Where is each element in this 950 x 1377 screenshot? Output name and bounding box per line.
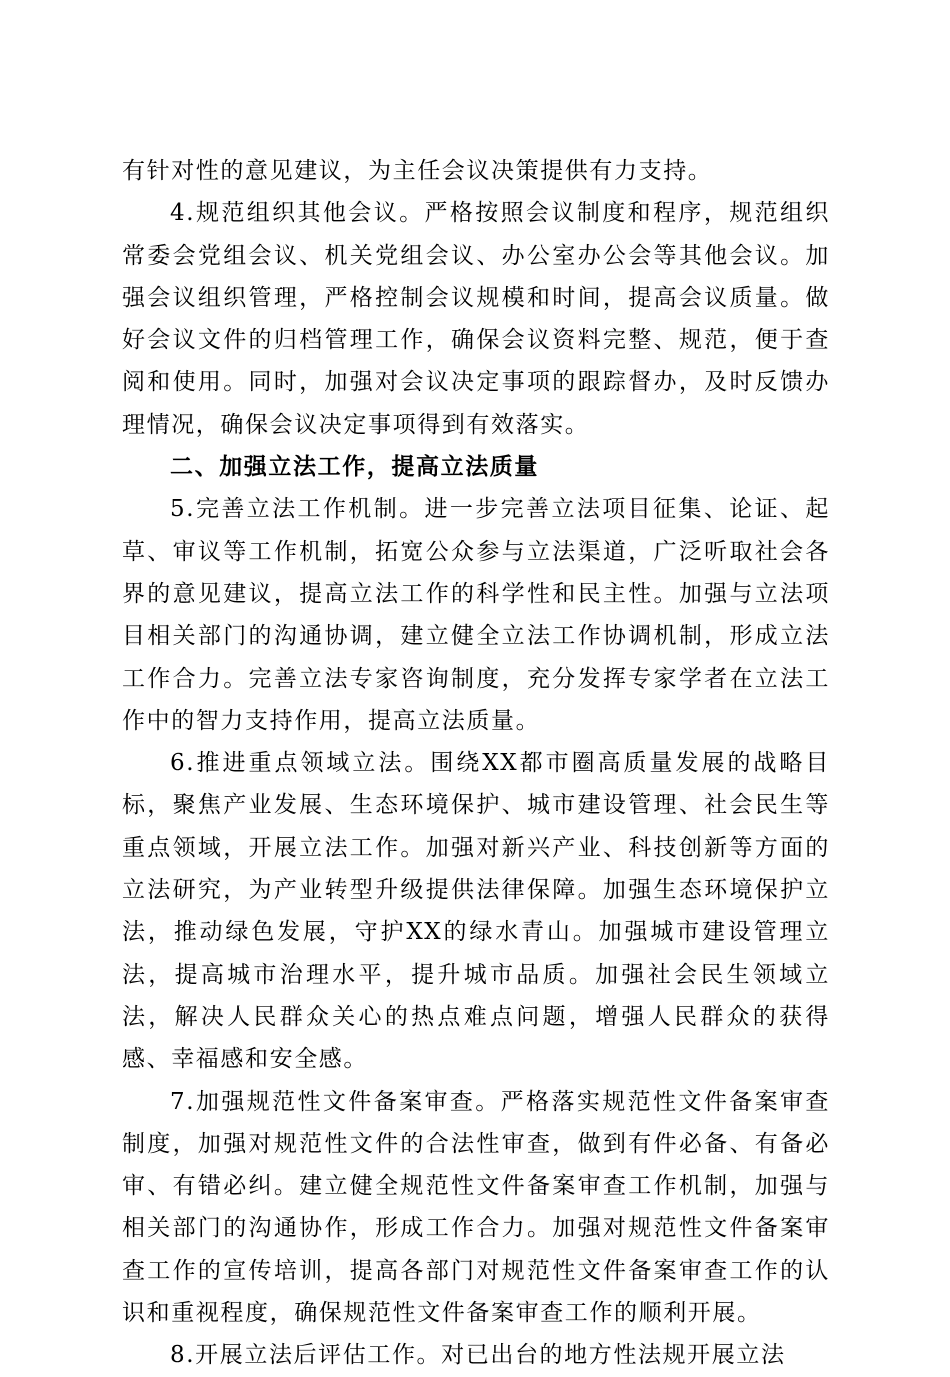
paragraph-item-7: 7.加强规范性文件备案审查。严格落实规范性文件备案审查制度，加强对规范性文件的合法性审查，做到有件必备、有备必审、有错必纠。建立健全规范性文件备案审查工作机制，加强与相关部门的沟通协作，形成工作合力。加强对规范性文件备案审查工作的宣传培训，提高各部门对规范性文件备案审查工作的认识和重视程度，确保规范性文件备案审查工作的顺利开展。 xyxy=(122,1088,830,1327)
section-heading-2: 二、加强立法工作，提高立法质量 xyxy=(170,453,539,481)
paragraph-item-6: 6.推进重点领域立法。围绕XX都市圈高质量发展的战略目标，聚焦产业发展、生态环境保护、城市建设管理、社会民生等重点领域，开展立法工作。加强对新兴产业、科技创新等方面的立法研究，为产业转型升级提供法律保障。加强生态环境保护立法，推动绿色发展，守护XX的绿水青山。加强城市建设管理立法，提高城市治理水平，提升城市品质。加强社会民生领域立法，解决人民群众关心的热点难点问题，增强人民群众的获得感、幸福感和安全感。 xyxy=(122,750,830,1073)
paragraph-item-5: 5.完善立法工作机制。进一步完善立法项目征集、论证、起草、审议等工作机制，拓宽公众参与立法渠道，广泛听取社会各界的意见建议，提高立法工作的科学性和民主性。加强与立法项目相关部门的沟通协调，建立健全立法工作协调机制，形成立法工作合力。完善立法专家咨询制度，充分发挥专家学者在立法工作中的智力支持作用，提高立法质量。 xyxy=(122,496,830,734)
paragraph-continuation: 有针对性的意见建议，为主任会议决策提供有力支持。 xyxy=(122,158,713,184)
paragraph-item-4: 4.规范组织其他会议。严格按照会议制度和程序，规范组织常委会党组会议、机关党组会议、办公室办公会等其他会议。加强会议组织管理，严格控制会议规模和时间，提高会议质量。做好会议文件的归档管理工作，确保会议资料完整、规范，便于查阅和使用。同时，加强对会议决定事项的跟踪督办，及时反馈办理情况，确保会议决定事项得到有效落实。 xyxy=(122,200,830,438)
document-body xyxy=(122,150,830,1377)
paragraph-item-8: 8.开展立法后评估工作。对已出台的地方性法规开展立法 xyxy=(170,1342,786,1369)
